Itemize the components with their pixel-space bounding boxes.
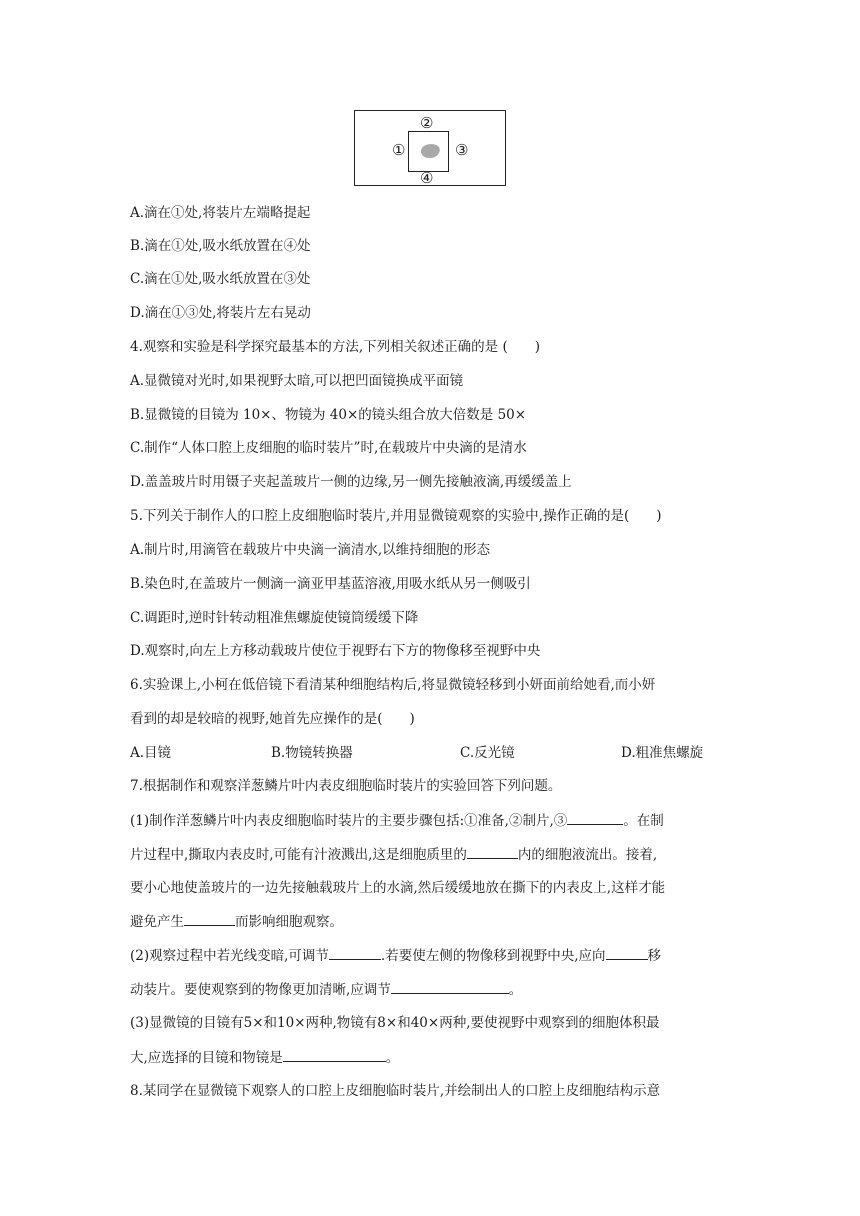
answer-blank-focus[interactable] [391, 980, 509, 994]
answer-blank-light[interactable] [329, 946, 381, 960]
q6-stem-line1: 6.实验课上,小柯在低倍镜下看清某种细胞结构后,将显微镜轻移到小妍面前给她看,而小妍 [130, 677, 656, 693]
q6-option-c: C.反光镜 [460, 745, 515, 761]
q5-option-c: C.调距时,逆时针转动粗准焦螺旋使镜筒缓缓下降 [130, 610, 419, 626]
q4-option-c: C.制作“人体口腔上皮细胞的临时装片”时,在载玻片中央滴的是清水 [130, 440, 527, 456]
q7-part3-line2 [130, 1048, 399, 1067]
q6-option-a: A.目镜 [130, 745, 172, 761]
q3-option-b: B.滴在①处,吸水纸放置在④处 [130, 238, 311, 254]
q7-part2-line2 [130, 980, 522, 999]
position-label-4: ④ [420, 169, 434, 187]
q7-part1-line2 [130, 845, 657, 864]
slide-diagram [354, 110, 506, 186]
answer-blank-lenses[interactable] [283, 1048, 386, 1062]
q3-option-c: C.滴在①处,吸水纸放置在③处 [130, 271, 311, 287]
q7-p1-text-f: 避免产生 [130, 914, 184, 930]
q7-p3-text-b: 大,应选择的目镜和物镜是 [130, 1050, 283, 1066]
q7-p1-text-b: 。在制 [623, 813, 664, 829]
q4-option-b: B.显微镜的目镜为 10×、物镜为 40×的镜头组合放大倍数是 50× [130, 407, 527, 423]
q5-option-a: A.制片时,用滴管在载玻片中央滴一滴清水,以维持细胞的形态 [130, 542, 491, 558]
q7-part3-line1: (3)显微镜的目镜有5×和10×两种,物镜有8×和40×两种,要使视野中观察到的细胞体积最 [130, 1015, 660, 1031]
q3-option-d: D.滴在①③处,将装片左右晃动 [130, 305, 311, 321]
q4-option-d: D.盖盖玻片时用镊子夹起盖玻片一侧的边缘,另一侧先接触液滴,再缓缓盖上 [130, 474, 572, 490]
q6-stem-line2: 看到的却是较暗的视野,她首先应操作的是( ) [130, 711, 415, 727]
q7-p3-text-c: 。 [385, 1050, 400, 1066]
answer-blank-organelle[interactable] [467, 845, 518, 859]
q7-part1-line1 [130, 811, 664, 830]
position-label-1: ① [392, 141, 406, 159]
q7-p1-text-a: (1)制作洋葱鳞片叶内表皮细胞临时装片的主要步骤包括:①准备,②制片,③ [130, 813, 568, 829]
q7-p1-text-g: 而影响细胞观察。 [235, 914, 343, 930]
q7-stem: 7.根据制作和观察洋葱鳞片叶内表皮细胞临时装片的实验回答下列问题。 [130, 778, 562, 794]
q7-p1-text-d: 内的细胞液流出。接着, [517, 847, 658, 863]
q7-part1-line4 [130, 912, 343, 931]
q7-part1-line3: 要小心地使盖玻片的一边先接触载玻片上的水滴,然后缓缓地放在撕下的内表皮上,这样才能 [130, 880, 666, 896]
q6-option-b: B.物镜转换器 [271, 745, 353, 761]
q7-part2-line1 [130, 946, 661, 965]
q5-option-d: D.观察时,向左上方移动载玻片使位于视野右下方的物像移至视野中央 [130, 643, 541, 659]
q3-option-a: A.滴在①处,将装片左端略提起 [130, 205, 311, 221]
q7-p1-text-c: 片过程中,撕取内表皮时,可能有汁液溅出,这是细胞质里的 [130, 847, 467, 863]
q6-option-d: D.粗准焦螺旋 [621, 745, 704, 761]
q7-p2-text-e: 。 [508, 982, 523, 998]
specimen-blob [419, 143, 441, 161]
q7-p2-text-b: .若要使左侧的物像移到视野中央,应向 [380, 948, 606, 964]
cover-slip [408, 131, 449, 172]
answer-blank-direction[interactable] [606, 946, 648, 960]
answer-blank-bubbles[interactable] [184, 912, 235, 926]
q7-p2-text-d: 动装片。要使观察到的物像更加清晰,应调节 [130, 982, 391, 998]
answer-blank-step3[interactable] [567, 811, 623, 825]
q7-p2-text-c: 移 [647, 948, 662, 964]
q5-stem: 5.下列关于制作人的口腔上皮细胞临时装片,并用显微镜观察的实验中,操作正确的是( ) [130, 508, 662, 524]
q7-p2-text-a: (2)观察过程中若光线变暗,可调节 [130, 948, 329, 964]
position-label-2: ② [420, 114, 434, 132]
position-label-3: ③ [455, 141, 469, 159]
q8-stem: 8.某同学在显微镜下观察人的口腔上皮细胞临时装片,并绘制出人的口腔上皮细胞结构示意 [130, 1083, 661, 1099]
q4-stem: 4.观察和实验是科学探究最基本的方法,下列相关叙述正确的是 ( ) [130, 339, 540, 355]
q4-option-a: A.显微镜对光时,如果视野太暗,可以把凹面镜换成平面镜 [130, 373, 464, 389]
q5-option-b: B.染色时,在盖玻片一侧滴一滴亚甲基蓝溶液,用吸水纸从另一侧吸引 [130, 576, 531, 592]
